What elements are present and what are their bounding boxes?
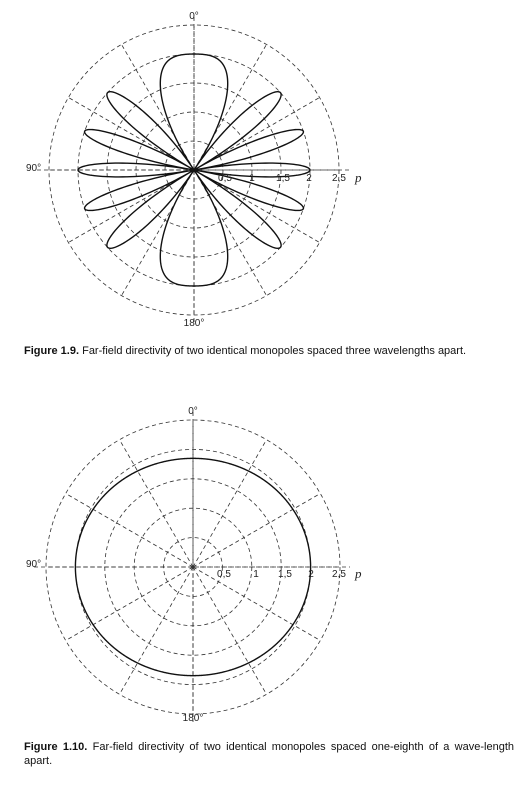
angle-label-180: 180° [183,318,205,329]
radial-tick-label: 2 [308,569,314,580]
figure-caption-1-9 [24,344,514,358]
radial-axis-variable: p [355,566,362,581]
polar-plot-figure-1-10 [0,395,527,735]
radial-tick-label: 0,5 [217,569,231,580]
radial-tick-label: 2 [306,173,312,184]
grid-spoke [66,567,193,641]
angle-label-180: 180° [182,713,204,724]
angle-label-90: 90° [26,559,42,570]
figure-label: Figure 1.10. [24,741,88,753]
radial-tick-label: 1 [249,173,255,184]
angle-label-90: 90° [26,163,42,174]
polar-plot-figure-1-9 [0,0,527,340]
radial-tick-label: 2,5 [332,569,346,580]
figure-caption-text: Far-field directivity of two identical monopoles spaced three wavelengths apart. [82,345,467,357]
angle-label-0: 0° [189,11,199,22]
radial-tick-label: 0,5 [218,173,232,184]
figure-label: Figure 1.9. [24,345,80,357]
figure-caption-1-10 [24,740,514,768]
grid-spoke [193,494,320,568]
radial-tick-label: 2,5 [332,173,346,184]
angle-label-0: 0° [188,406,198,417]
radial-tick-label: 1,5 [276,173,290,184]
figure-caption-text: Far-field directivity of two identical monopoles spaced one-eighth of a wave-length apart. [24,741,514,767]
radial-tick-label: 1 [253,569,259,580]
radial-axis-variable: p [355,170,362,185]
grid-spoke [66,494,193,568]
radial-tick-label: 1,5 [278,569,292,580]
